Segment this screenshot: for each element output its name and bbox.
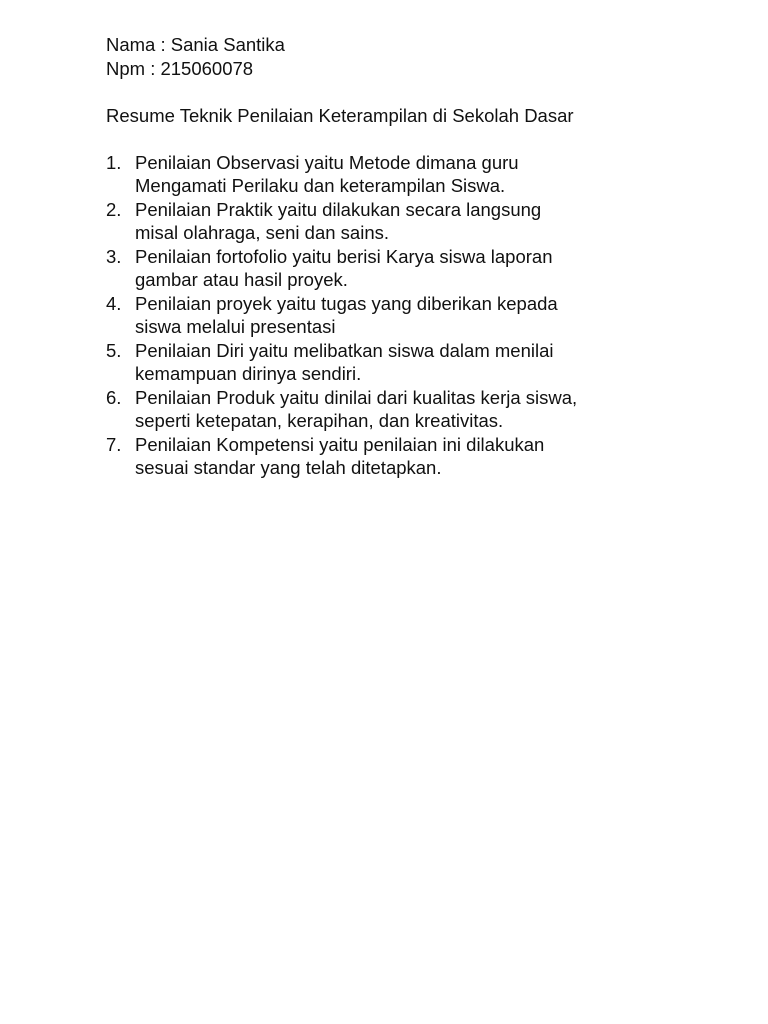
student-name: Nama : Sania Santika [106,34,285,55]
assessment-list [106,151,666,480]
item-line: Penilaian proyek yaitu tugas yang diberikan kepada [135,292,558,314]
item-number: 3. [106,245,122,267]
item-number: 6. [106,386,122,408]
item-text [135,386,577,433]
item-line: siswa melalui presentasi [135,316,336,337]
list-item [106,386,666,433]
document-page [106,33,666,480]
student-npm: Npm : 215060078 [106,57,254,79]
item-text [135,339,554,386]
item-text [135,433,544,480]
spacer [106,127,666,151]
list-item [106,433,666,480]
item-text [135,151,519,198]
item-line: Penilaian Kompetensi yaitu penilaian ini dilakukan [135,433,545,455]
list-item [106,198,666,245]
item-line: sesuai standar yang telah ditetapkan. [135,457,442,478]
item-line: seperti ketepatan, kerapihan, dan kreativitas. [135,410,504,431]
spacer [106,80,666,104]
item-number: 4. [106,292,122,314]
document-title: Resume Teknik Penilaian Keterampilan di Sekolah Dasar [106,104,574,126]
item-line: gambar atau hasil proyek. [135,269,348,290]
list-item [106,339,666,386]
item-text [135,198,541,245]
item-line: misal olahraga, seni dan sains. [135,222,390,243]
item-line: Penilaian Praktik yaitu dilakukan secara langsung [135,198,542,220]
item-text [135,292,558,339]
item-text [135,245,553,292]
item-number: 7. [106,433,122,455]
item-line: kemampuan dirinya sendiri. [135,363,362,384]
list-item [106,245,666,292]
list-item [106,151,666,198]
item-number: 1. [106,151,122,173]
item-number: 5. [106,339,122,361]
item-number: 2. [106,198,122,220]
item-line: Penilaian Diri yaitu melibatkan siswa dalam menilai [135,339,554,361]
item-line: Penilaian Produk yaitu dinilai dari kualitas kerja siswa, [135,386,578,408]
item-line: Penilaian Observasi yaitu Metode dimana guru [135,151,519,173]
item-line: Mengamati Perilaku dan keterampilan Siswa. [135,175,506,196]
list-item [106,292,666,339]
item-line: Penilaian fortofolio yaitu berisi Karya siswa laporan [135,245,553,267]
